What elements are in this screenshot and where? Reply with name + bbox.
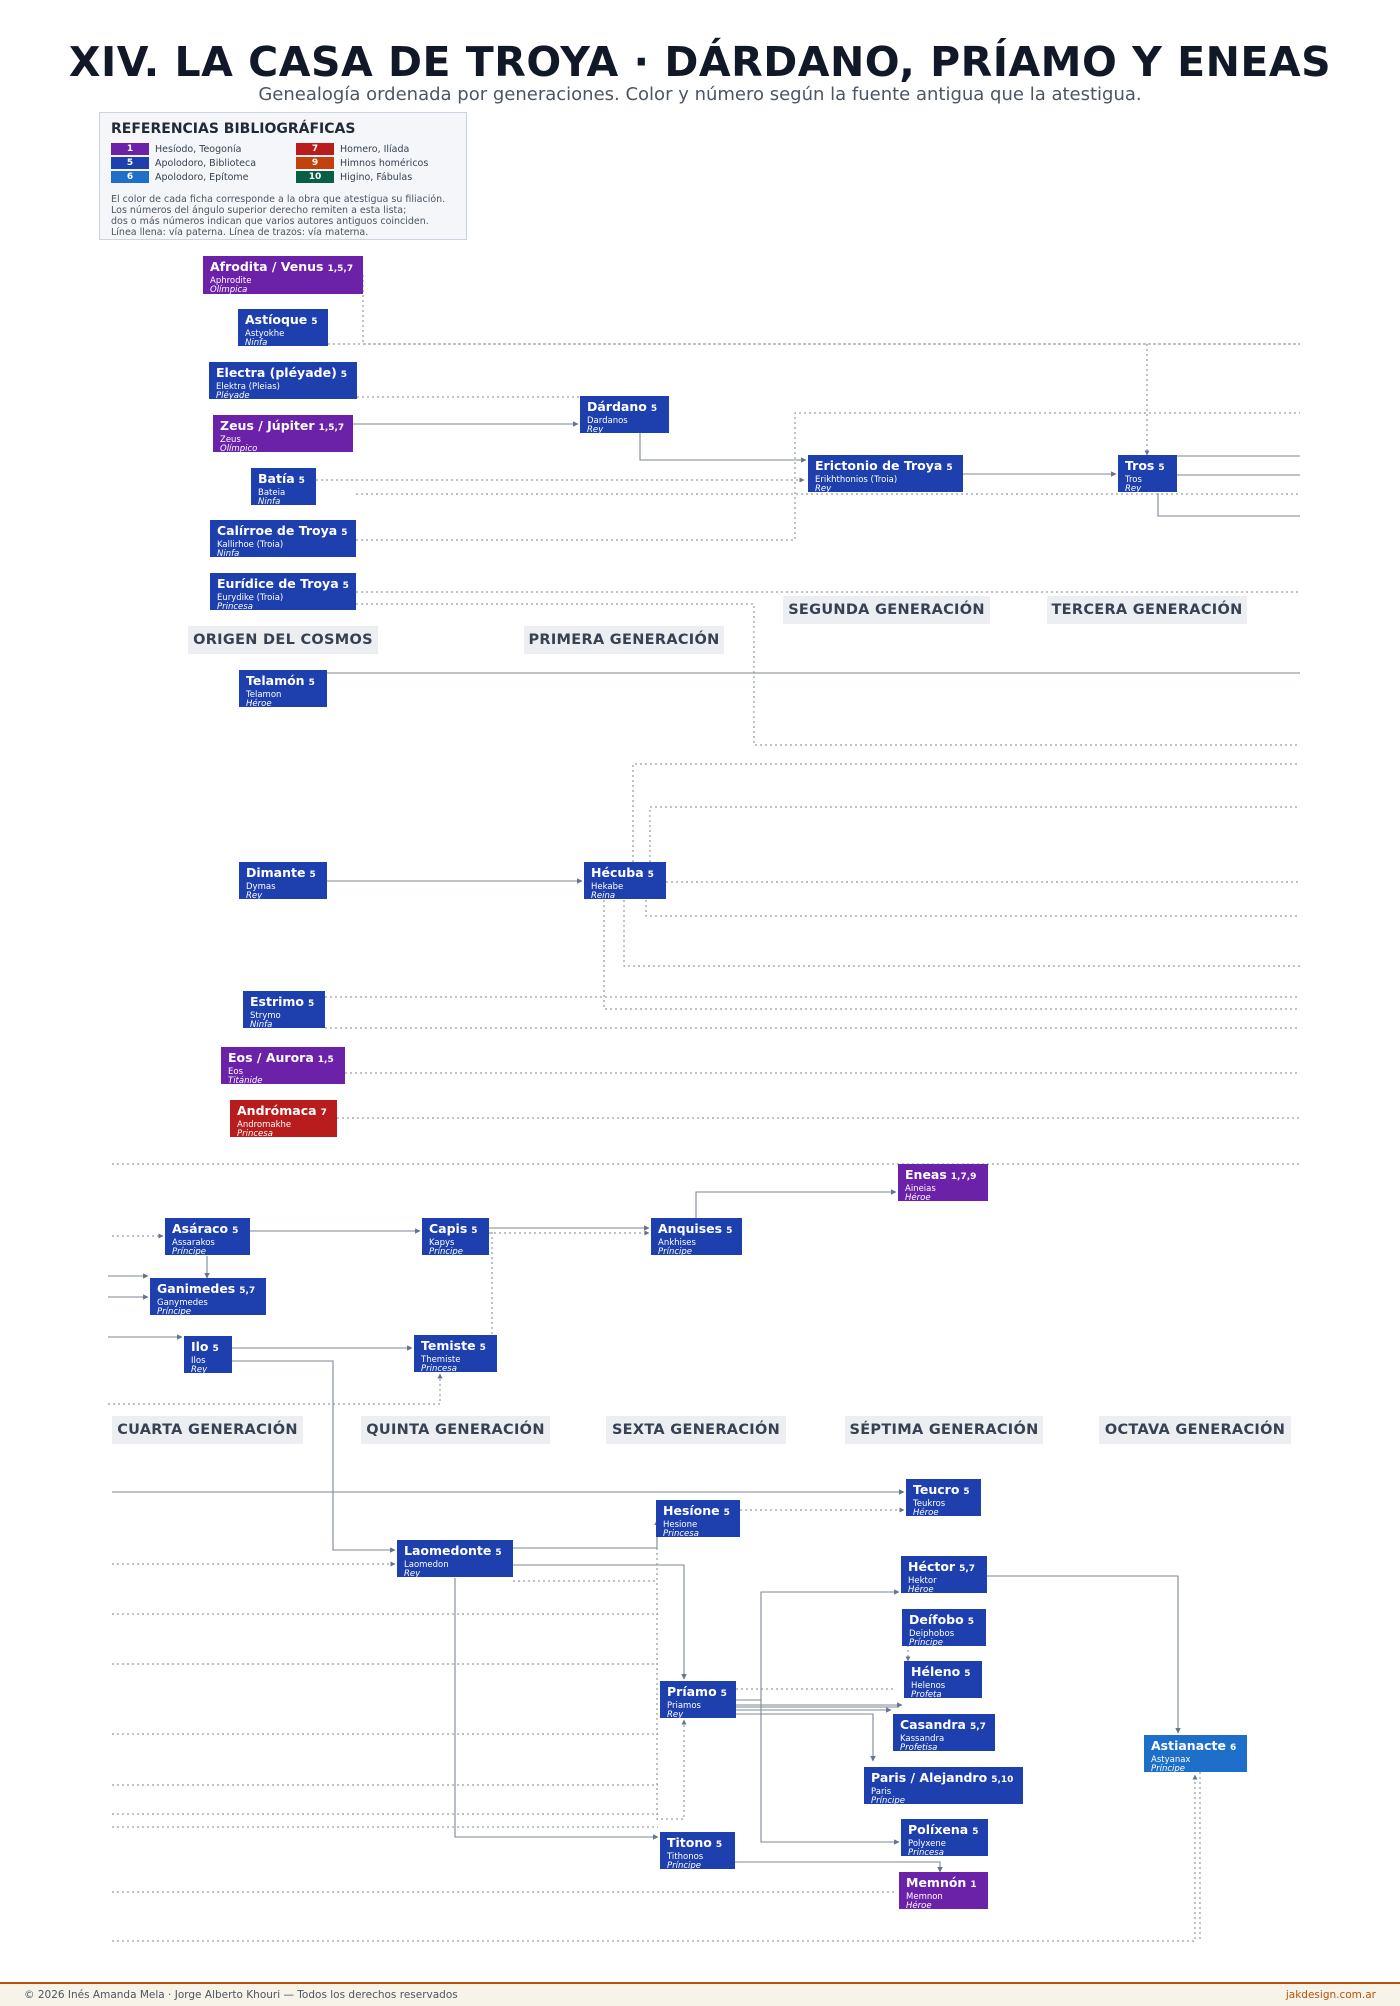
person-name-text: Estrimo	[250, 994, 305, 1009]
person-name-text: Eurídice de Troya	[217, 576, 339, 591]
person-node-teucro[interactable]	[906, 1479, 981, 1516]
person-node-ganimedes[interactable]	[150, 1278, 266, 1315]
person-name-text: Héleno	[911, 1664, 961, 1679]
person-role: Princesa	[237, 1129, 273, 1137]
person-name-text: Príamo	[667, 1684, 717, 1699]
person-name	[237, 1103, 330, 1121]
person-original-name: Erikhthonios (Troia)	[815, 475, 898, 485]
footer-copyright: © 2026 Inés Amanda Mela · Jorge Alberto Khouri — Todos los derechos reservados	[24, 1989, 458, 2001]
source-numbers: 5	[723, 1508, 730, 1518]
source-numbers: 5,7	[959, 1564, 976, 1574]
source-numbers: 5	[308, 678, 315, 688]
person-name-text: Ganimedes	[157, 1281, 236, 1296]
connector-line	[735, 1862, 940, 1872]
person-name-text: Anquises	[658, 1221, 723, 1236]
person-node-titono[interactable]	[660, 1832, 735, 1869]
legend-swatch: 7	[296, 143, 334, 155]
person-role: Héroe	[908, 1585, 934, 1593]
person-name-text: Laomedonte	[404, 1543, 492, 1558]
person-original-name: Paris	[871, 1787, 892, 1797]
connector-line	[513, 1565, 684, 1679]
person-original-name: Ankhises	[658, 1238, 696, 1248]
source-numbers: 7	[320, 1108, 327, 1118]
person-node-dimante[interactable]	[239, 862, 327, 899]
person-name-text: Erictonio de Troya	[815, 458, 943, 473]
source-numbers: 5	[342, 581, 349, 591]
generation-label: SEXTA GENERACIÓN	[606, 1416, 786, 1444]
source-numbers: 5	[946, 463, 953, 473]
person-node-hecuba[interactable]	[584, 862, 666, 899]
person-node-zeus[interactable]	[213, 415, 353, 452]
person-role: Princesa	[663, 1529, 699, 1537]
person-node-andromaca[interactable]	[230, 1100, 337, 1137]
person-name	[429, 1221, 482, 1239]
person-node-euridice[interactable]	[210, 573, 356, 610]
person-role: Princesa	[421, 1364, 457, 1372]
person-name-text: Dimante	[246, 865, 306, 880]
person-node-eneas[interactable]	[898, 1164, 988, 1201]
person-name	[157, 1281, 259, 1299]
person-name	[210, 259, 356, 277]
person-node-eos[interactable]	[221, 1047, 345, 1084]
person-original-name: Hekabe	[591, 882, 624, 892]
person-node-deifobo[interactable]	[902, 1609, 986, 1646]
person-name-text: Memnón	[906, 1875, 967, 1890]
person-role: Héroe	[905, 1193, 931, 1201]
person-role: Rey	[191, 1365, 208, 1373]
person-role: Héroe	[913, 1508, 939, 1516]
person-node-telamon[interactable]	[239, 670, 327, 707]
person-name-text: Héctor	[908, 1559, 956, 1574]
person-name	[900, 1717, 988, 1735]
person-role: Princesa	[217, 602, 253, 610]
person-name-text: Hécuba	[591, 865, 644, 880]
person-node-paris[interactable]	[864, 1767, 1023, 1804]
person-name	[667, 1684, 729, 1702]
legend-label: Himnos homéricos	[340, 157, 429, 169]
person-role: Príncipe	[909, 1638, 944, 1646]
source-numbers: 1,5,7	[327, 264, 354, 274]
person-node-polixena[interactable]	[901, 1819, 988, 1856]
source-numbers: 6	[1230, 1743, 1237, 1753]
person-name	[908, 1822, 981, 1840]
person-original-name: Teukros	[913, 1499, 946, 1509]
person-original-name: Zeus	[220, 435, 241, 445]
person-name-text: Astianacte	[1151, 1738, 1227, 1753]
person-role: Príncipe	[871, 1796, 906, 1804]
person-node-ilo[interactable]	[184, 1336, 232, 1373]
connector-line	[108, 1374, 440, 1404]
person-name	[217, 523, 349, 541]
legend-title: REFERENCIAS BIBLIOGRÁFICAS	[111, 121, 356, 137]
person-role: Ninfa	[250, 1020, 273, 1028]
person-original-name: Aineias	[905, 1184, 936, 1194]
person-name	[587, 399, 662, 417]
person-name	[245, 312, 321, 330]
legend-note-line: dos o más números indican que varios autores antiguos coinciden.	[111, 216, 429, 227]
person-role: Príncipe	[1151, 1764, 1186, 1772]
person-name	[216, 365, 350, 383]
legend-swatch: 9	[296, 157, 334, 169]
person-original-name: Kallirhoe (Troia)	[217, 540, 284, 550]
legend-swatch: 5	[111, 157, 149, 169]
connector-line	[513, 1520, 657, 1548]
person-original-name: Tithonos	[667, 1852, 704, 1862]
person-node-priamo[interactable]	[660, 1681, 736, 1718]
person-node-astioque[interactable]	[238, 309, 328, 346]
person-name	[906, 1875, 981, 1893]
person-name-text: Casandra	[900, 1717, 966, 1732]
person-role: Princesa	[908, 1848, 944, 1856]
person-original-name: Assarakos	[172, 1238, 215, 1248]
person-original-name: Helenos	[911, 1681, 946, 1691]
source-numbers: 5	[972, 1827, 979, 1837]
person-node-capis[interactable]	[422, 1218, 489, 1255]
person-role: Rey	[246, 891, 263, 899]
person-node-tros[interactable]	[1118, 455, 1177, 492]
generation-label: CUARTA GENERACIÓN	[112, 1416, 303, 1444]
person-role: Olímpico	[220, 444, 258, 452]
generation-label: QUINTA GENERACIÓN	[361, 1416, 550, 1444]
person-original-name: Themiste	[421, 1355, 461, 1365]
person-role: Príncipe	[658, 1247, 693, 1255]
person-name-text: Zeus / Júpiter	[220, 418, 315, 433]
source-numbers: 1,5	[317, 1055, 334, 1065]
person-original-name: Kassandra	[900, 1734, 945, 1744]
legend-label: Apolodoro, Biblioteca	[155, 157, 257, 169]
source-numbers: 5	[715, 1840, 723, 1850]
person-role: Profetisa	[900, 1743, 938, 1751]
person-role: Rey	[587, 425, 604, 433]
source-numbers: 5	[1158, 463, 1165, 473]
person-original-name: Strymo	[250, 1011, 281, 1021]
connector-line	[624, 900, 1300, 966]
person-role: Profeta	[911, 1690, 942, 1698]
connector-line	[640, 433, 806, 460]
source-numbers: 5	[964, 1669, 971, 1679]
person-name	[871, 1770, 1016, 1788]
page-title: XIV. LA CASA DE TROYA · DÁRDANO, PRÍAMO Y ENEAS	[68, 38, 1332, 86]
person-node-erictonio[interactable]	[808, 455, 963, 492]
person-name	[909, 1612, 979, 1630]
source-numbers: 5	[340, 370, 348, 380]
connector-line	[657, 1518, 684, 1819]
person-name	[220, 418, 346, 436]
person-name-text: Políxena	[908, 1822, 969, 1837]
legend-swatch: 1	[111, 143, 149, 155]
person-role: Ninfa	[217, 549, 240, 557]
person-name	[172, 1221, 243, 1239]
person-original-name: Dardanos	[587, 416, 628, 426]
person-role: Olímpica	[210, 285, 248, 294]
source-numbers: 5,7	[239, 1286, 256, 1296]
person-original-name: Ilos	[191, 1356, 206, 1366]
person-name-text: Telamón	[246, 673, 305, 688]
person-role: Príncipe	[157, 1307, 192, 1315]
person-role: Héroe	[246, 699, 272, 707]
source-numbers: 5	[967, 1617, 974, 1627]
person-node-heleno[interactable]	[904, 1661, 982, 1698]
person-node-hector[interactable]	[901, 1556, 987, 1593]
generation-label: SEGUNDA GENERACIÓN	[783, 596, 990, 624]
connector-line	[646, 900, 1300, 916]
person-original-name: Astyanax	[1151, 1755, 1191, 1765]
person-name-text: Ilo	[191, 1339, 209, 1354]
person-original-name: Eurydike (Troia)	[217, 593, 284, 603]
source-numbers: 1	[970, 1880, 977, 1890]
person-original-name: Deiphobos	[909, 1629, 955, 1639]
source-numbers: 5,10	[991, 1775, 1014, 1785]
person-role: Ninfa	[258, 497, 281, 505]
person-name	[250, 994, 318, 1012]
person-original-name: Andromakhe	[237, 1120, 292, 1130]
generation-label: OCTAVA GENERACIÓN	[1099, 1416, 1291, 1444]
person-node-memnon[interactable]	[899, 1872, 988, 1909]
person-role: Titánide	[228, 1076, 263, 1084]
footer-website-link[interactable]: jakdesign.com.ar	[1285, 1989, 1376, 2001]
person-original-name: Ganymedes	[157, 1298, 208, 1308]
person-name-text: Afrodita / Venus	[210, 259, 324, 274]
legend-note-line: Los números del ángulo superior derecho remiten a esta lista;	[111, 205, 407, 216]
source-numbers: 5	[471, 1226, 478, 1236]
person-role: Rey	[815, 484, 832, 492]
person-original-name: Tros	[1125, 475, 1142, 485]
connector-line	[455, 1578, 658, 1837]
source-numbers: 5	[308, 999, 315, 1009]
person-node-afrodita[interactable]	[203, 256, 363, 294]
person-name-text: Dárdano	[587, 399, 647, 414]
source-numbers: 5	[650, 404, 658, 414]
person-node-estrimo[interactable]	[243, 991, 325, 1028]
person-node-batia[interactable]	[251, 468, 316, 505]
legend-label: Hesíodo, Teogonía	[155, 143, 242, 155]
person-name	[217, 576, 349, 594]
person-role: Rey	[404, 1569, 421, 1577]
connector-line	[736, 1592, 899, 1700]
source-numbers: 5	[495, 1548, 502, 1558]
person-node-hesione[interactable]	[656, 1500, 740, 1537]
person-role: Rey	[1125, 484, 1142, 492]
generation-label: ORIGEN DEL COSMOS	[188, 626, 378, 654]
source-numbers: 5	[647, 870, 654, 880]
connector-line	[363, 275, 1300, 344]
person-name-text: Calírroe de Troya	[217, 523, 338, 538]
person-name-text: Titono	[667, 1835, 712, 1850]
person-node-temiste[interactable]	[414, 1335, 497, 1372]
person-node-anquises[interactable]	[651, 1218, 742, 1255]
person-node-casandra[interactable]	[893, 1714, 995, 1751]
person-name-text: Teucro	[913, 1482, 960, 1497]
person-name-text: Electra (pléyade)	[216, 365, 337, 380]
person-name	[228, 1050, 338, 1068]
person-role: Príncipe	[667, 1861, 702, 1869]
person-name	[246, 865, 320, 883]
footer	[0, 1982, 1400, 2006]
person-original-name: Hesione	[663, 1520, 698, 1530]
legend-note-line: Línea llena: vía paterna. Línea de trazos: vía materna.	[111, 227, 369, 238]
person-original-name: Memnon	[906, 1892, 943, 1902]
person-role: Pléyade	[216, 391, 250, 399]
person-node-dardano[interactable]	[580, 396, 669, 433]
person-name	[421, 1338, 490, 1356]
connector-line	[1158, 493, 1300, 516]
person-original-name: Hektor	[908, 1576, 937, 1586]
person-name	[913, 1482, 974, 1500]
connector-line	[112, 1775, 1195, 1941]
person-name-text: Eos / Aurora	[228, 1050, 314, 1065]
person-name-text: Temiste	[421, 1338, 476, 1353]
person-name-text: Tros	[1125, 458, 1155, 473]
source-numbers: 5	[309, 870, 316, 880]
person-name	[246, 673, 320, 691]
person-name	[663, 1503, 733, 1521]
legend-label: Apolodoro, Epítome	[155, 171, 249, 183]
person-name	[908, 1559, 980, 1577]
person-original-name: Dymas	[246, 882, 276, 892]
legend-swatch: 6	[111, 171, 149, 183]
generation-label: PRIMERA GENERACIÓN	[524, 626, 724, 654]
person-original-name: Priamos	[667, 1701, 701, 1711]
person-name	[905, 1167, 981, 1185]
person-role: Príncipe	[429, 1247, 464, 1255]
source-numbers: 5	[963, 1487, 970, 1497]
person-name	[1151, 1738, 1240, 1756]
person-name	[258, 471, 309, 489]
person-original-name: Elektra (Pleias)	[216, 382, 280, 392]
person-node-calirroe[interactable]	[210, 520, 356, 557]
person-role: Reina	[591, 891, 616, 899]
person-name-text: Andrómaca	[237, 1103, 317, 1118]
source-numbers: 5	[726, 1226, 733, 1236]
person-name	[1125, 458, 1170, 476]
legend-note-line: El color de cada ficha corresponde a la obra que atestigua su filiación.	[111, 194, 446, 205]
person-name-text: Paris / Alejandro	[871, 1770, 988, 1785]
source-numbers: 1,5,7	[318, 423, 345, 433]
person-original-name: Aphrodite	[210, 276, 252, 286]
person-name	[658, 1221, 735, 1239]
person-name-text: Asáraco	[172, 1221, 229, 1236]
connector-line	[650, 807, 1300, 862]
source-numbers: 1,7,9	[950, 1172, 977, 1182]
connector-line	[736, 1714, 873, 1761]
person-name	[404, 1543, 506, 1561]
source-numbers: 5	[311, 317, 318, 327]
generation-label: SÉPTIMA GENERACIÓN	[845, 1416, 1043, 1444]
connector-line	[356, 604, 1300, 745]
person-role: Héroe	[906, 1901, 932, 1909]
generation-label: TERCERA GENERACIÓN	[1047, 596, 1247, 624]
source-numbers: 5	[479, 1343, 486, 1353]
person-node-asaraco[interactable]	[165, 1218, 250, 1255]
legend-swatch: 10	[296, 171, 334, 183]
person-name-text: Deífobo	[909, 1612, 964, 1627]
person-name-text: Eneas	[905, 1167, 947, 1182]
source-numbers: 5	[212, 1344, 219, 1354]
person-original-name: Bateia	[258, 488, 286, 498]
person-name	[815, 458, 956, 476]
legend-label: Homero, Ilíada	[340, 143, 410, 155]
source-numbers: 5	[298, 476, 305, 486]
person-node-electra[interactable]	[209, 362, 357, 399]
page-subtitle: Genealogía ordenada por generaciones. Color y número según la fuente antigua que la atestigua.	[258, 84, 1142, 105]
person-role: Ninfa	[245, 338, 268, 346]
person-name-text: Capis	[429, 1221, 468, 1236]
person-node-astianacte[interactable]	[1144, 1735, 1247, 1772]
person-name	[911, 1664, 975, 1682]
person-node-laomedonte[interactable]	[397, 1540, 513, 1577]
source-numbers: 5	[720, 1689, 727, 1699]
person-name	[667, 1835, 728, 1853]
source-numbers: 5	[232, 1226, 239, 1236]
person-role: Rey	[667, 1710, 684, 1718]
person-name	[191, 1339, 225, 1357]
person-original-name: Telamon	[246, 690, 282, 700]
person-name-text: Astíoque	[245, 312, 308, 327]
person-role: Príncipe	[172, 1247, 207, 1255]
connector-line	[987, 1576, 1178, 1733]
person-name	[591, 865, 659, 883]
person-name-text: Batía	[258, 471, 295, 486]
person-name-text: Hesíone	[663, 1503, 720, 1518]
connector-line	[232, 1361, 395, 1550]
person-original-name: Astyokhe	[245, 329, 285, 339]
person-original-name: Laomedon	[404, 1560, 449, 1570]
person-original-name: Eos	[228, 1067, 243, 1077]
source-numbers: 5	[341, 528, 348, 538]
legend-label: Higino, Fábulas	[340, 171, 413, 183]
person-original-name: Polyxene	[908, 1839, 947, 1849]
person-original-name: Kapys	[429, 1238, 455, 1248]
connector-line	[633, 764, 1300, 862]
connector-line	[696, 1192, 896, 1218]
source-numbers: 5,7	[969, 1722, 986, 1732]
